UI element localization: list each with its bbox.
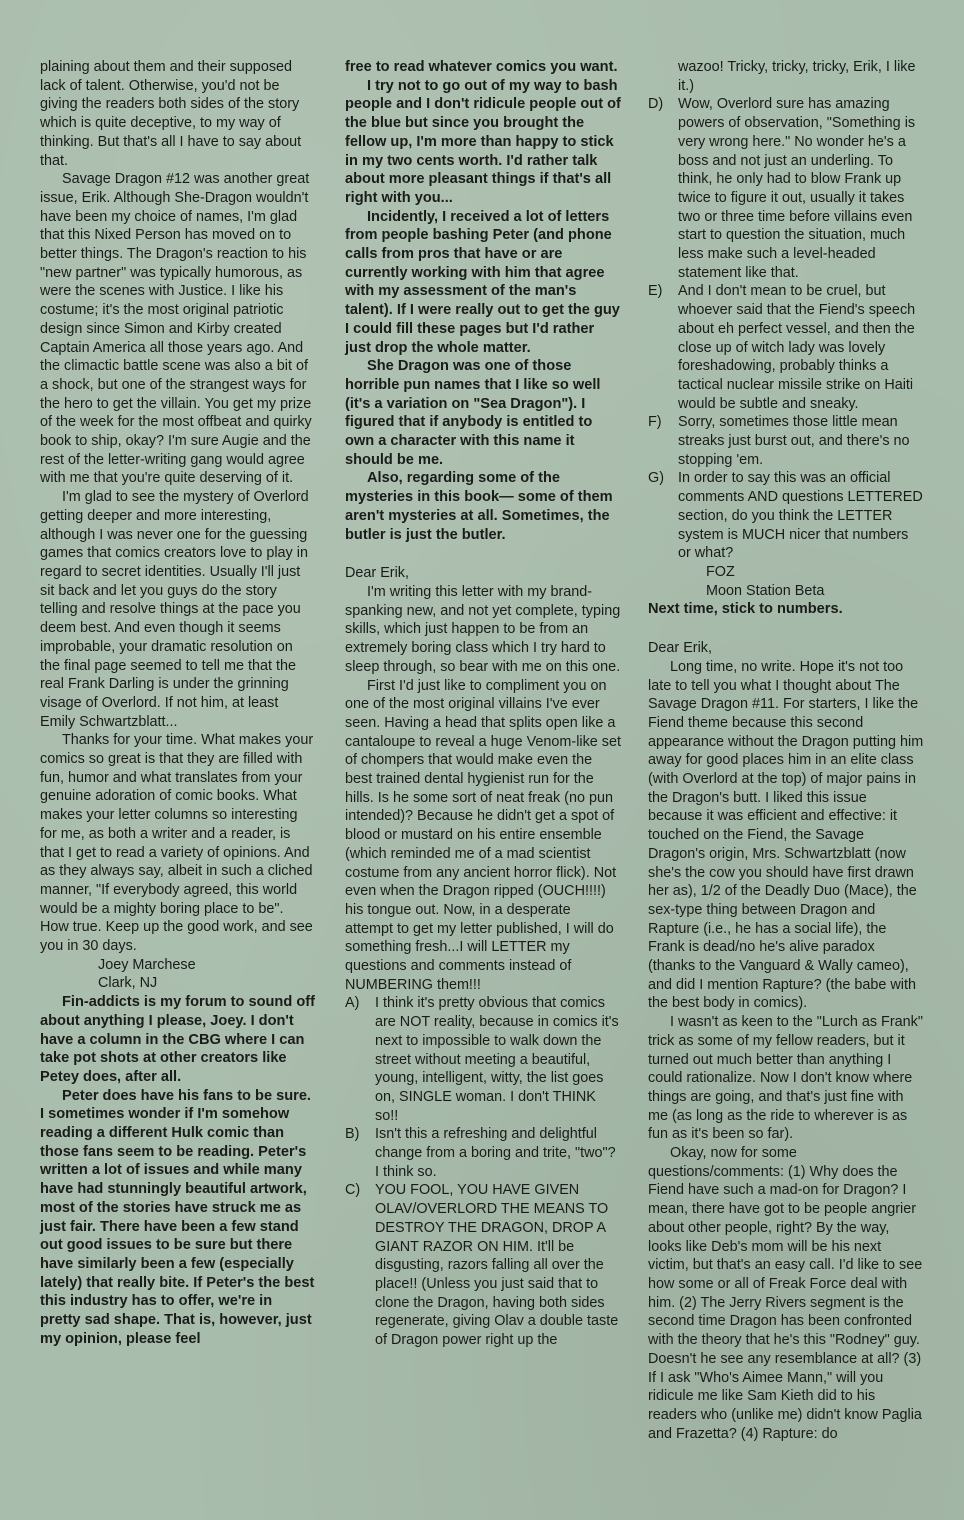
- lettered-item: [345, 994, 621, 1125]
- editor-reply: I try not to go out of my way to bash people and I don't ridicule people out of the blue but since you brought the fellow up, I'm more than happy to stick in my two cents worth. I'd rather talk about more pleasant things if that's all right with you...: [345, 77, 621, 206]
- item-label: F): [648, 414, 662, 431]
- item-text: I think it's pretty obvious that comics are NOT reality, because in comics it's next to impossible to walk down the street without meeting a beautiful, young, intelligent, witty, the list goes on, SINGLE woman. I don't THINK so!!: [375, 995, 619, 1124]
- item-text: Sorry, sometimes those little mean streaks just burst out, and there's no stopping 'em.: [678, 414, 910, 468]
- lettered-item: [345, 1125, 621, 1181]
- letter-salutation: Dear Erik,: [345, 565, 409, 582]
- signature-name: Joey Marchese: [98, 956, 196, 973]
- letter-text: Long time, no write. Hope it's not too late to tell you what I thought about The Savage Dragon #11. For starters, I like the Fiend theme because this second appearance without the Dragon putting him away for good places him in an elite class (with Overlord at the top) of major pains in the Dragon's butt. I liked this issue because it was efficient and effective: it touched on the Fiend, the Savage Dragon's origin, Mrs. Schwartzblatt (now she's the cow you should have first drawn her as), 1/2 of the Deadly Duo (Mace), the sex-type thing between Dragon and Rapture (i.e., he has a social life), the Frank is dead/no he's alive paradox (thanks to the Vanguard & Wally cameo), and did I mention Rapture? (the babe with the best body in comics).: [648, 658, 924, 1012]
- item-continuation: wazoo! Tricky, tricky, tricky, Erik, I like it.): [678, 59, 916, 94]
- letter-text: I'm glad to see the mystery of Overlord getting deeper and more interesting, although I was never one for the guessing games that comics creators love to play in regard to secret identities. Usually I'll just sit back and let you guys do the story telling and resolve things at the pace you deem best. And even though it seems improbable, your dramatic resolution on the final page seemed to tell me that the real Frank Darling is under the grinning visage of Overlord. If not him, at least Emily Schwartzblatt...: [40, 489, 309, 730]
- signature-place: Clark, NJ: [98, 975, 158, 992]
- item-text: And I don't mean to be cruel, but whoever said that the Fiend's speech about eh perfect vessel, and then the close up of witch lady was lovely foreshadowing, probably thinks a tactical nuclear missile strike on Haiti would be subtle and sneaky.: [678, 283, 916, 412]
- letter-text: plaining about them and their supposed lack of talent. Otherwise, you'd not be giving the readers both sides of the story which is quite deceptive, to my way of thinking. But that's all I have to say about that.: [40, 59, 302, 169]
- letter-salutation: Dear Erik,: [648, 640, 712, 657]
- signature-place: Moon Station Beta: [706, 582, 825, 599]
- column-middle: [345, 58, 621, 1350]
- editor-reply: Fin-addicts is my forum to sound off about anything I please, Joey. I don't have a column in the CBG where I can take pot shots at other creators like Petey does, after all.: [40, 994, 315, 1085]
- lettered-item: [648, 469, 924, 563]
- letter-text: First I'd just like to compliment you on one of the most original villains I've ever seen. Having a head that splits open like a cantaloupe to reveal a huge Venom-like set of chompers that would make even the best trained dental hygienist run for the hills. Is he some sort of neat freak (no pun intended)? Because he didn't get a spot of blood or mustard on his entire ensemble (which reminded me of a mad scientist costume from any ancient horror flick). Not even when the Dragon ripped (OUCH!!!!) his tongue out. Now, in a desperate attempt to get my letter published, I will do something fresh...I will LETTER my questions and comments instead of NUMBERING them!!!: [345, 677, 622, 993]
- lettered-item: [648, 282, 924, 413]
- editor-reply: Next time, stick to numbers.: [648, 601, 843, 618]
- editor-reply: Peter does have his fans to be sure. I sometimes wonder if I'm somehow reading a different Hulk comic than those fans seem to be reading. Peter's written a lot of issues and while many have had stunningly beautiful artwork, most of the stories have struck me as just fair. There have been a few stand out good issues to be sure but there have similarly been a few (especially lately) that really bite. If Peter's the best this industry has to offer, we're in pretty sad shape. That is, however, just my opinion, please feel: [40, 1087, 315, 1347]
- signature-name: FOZ: [706, 563, 735, 580]
- column-left: [40, 58, 316, 1349]
- item-text: YOU FOOL, YOU HAVE GIVEN OLAV/OVERLORD THE MEANS TO DESTROY THE DRAGON, DROP A GIANT RAZOR ON HIM. It'll be disgusting, razors falling all over the place!! (Unless you just said that to clone the Dragon, having both sides regenerate, giving Olav a double taste of Dragon power right up the: [375, 1182, 619, 1349]
- letter-text: Savage Dragon #12 was another great issue, Erik. Although She-Dragon wouldn't have been my choice of names, I'm glad that this Nixed Person has moved on to better things. The Dragon's reaction to his "new partner" was typically humorous, as were the scenes with Justice. I like his costume; it's the most original patriotic design since Simon and Kirby created Captain America all those years ago. And the climactic battle scene was also a bit of a shock, but one of the strangest ways for the hero to get the villain. You get my prize of the week for the most offbeat and quirky book to ship, okay? I'm sure Augie and the rest of the letter-writing gang would agree with me that you're quite deserving of it.: [40, 171, 312, 487]
- editor-reply: free to read whatever comics you want.: [345, 59, 618, 75]
- item-label: C): [345, 1182, 361, 1199]
- letter-text: Okay, now for some questions/comments: (1) Why does the Fiend have such a mad-on for Dragon? I mean, there have got to be people angrier about other people, right? By the way, looks like Deb's mom will be his next victim, but that's an easy call. I'd like to see how some or all of Freak Force deal with him. (2) The Jerry Rivers segment is the second time Dragon has been confronted with the theory that he's this "Rodney" guy. Doesn't he see any resemblance at all? (3) If I ask "Who's Aimee Mann," will you ridicule me like Sam Kieth did to his readers who (unlike me) didn't know Paglia and Frazetta? (4) Rapture: do: [648, 1145, 923, 1442]
- letter-text: I'm writing this letter with my brand-spanking new, and not yet complete, typing skills, which just happen to be from an extremely boring class which I try hard to sleep through, so bear with me on this one.: [345, 583, 621, 675]
- editor-reply: She Dragon was one of those horrible pun names that I like so well (it's a variation on "Sea Dragon"). I figured that if anybody is entitled to own a character with this name it should be me.: [345, 358, 601, 468]
- column-right: [648, 58, 924, 1443]
- item-label: A): [345, 995, 360, 1012]
- item-label: B): [345, 1126, 360, 1143]
- letter-text: Thanks for your time. What makes your comics so great is that they are filled with fun, humor and what translates from your genuine adoration of comic books. What makes your letter columns so interesting for me, as both a writer and a reader, is that I get to read a variety of opinions. And as they always say, albeit in such a cliched manner, "If everybody agreed, this world would be a mighty boring place to be". How true. Keep up the good work, and see you in 30 days.: [40, 732, 314, 955]
- lettered-item: [648, 413, 924, 469]
- editor-reply: Incidently, I received a lot of letters from people bashing Peter (and phone calls from pros that have or are currently working with him that agree with my assessment of the man's talent). If I were really out to get the guy I could fill these pages but I'd rather just drop the whole matter.: [345, 208, 620, 356]
- editor-reply: Also, regarding some of the mysteries in this book— some of them aren't mysteries at all. Sometimes, the butler is just the butler.: [345, 470, 613, 543]
- letter-text: I wasn't as keen to the "Lurch as Frank" trick as some of my fellow readers, but it turned out much better than anything I could rationalize. Now I don't know where things are going, and that's just fine with me (as long as the ride to wherever is as fun as it's been so far).: [648, 1014, 923, 1143]
- item-text: Wow, Overlord sure has amazing powers of observation, "Something is very wrong here." No wonder he's a boss and not just an underling. To think, he only had to blow Frank up twice to figure it out, usually it takes two or three time before villains even start to question the situation, much less make such a level-headed statement like that.: [678, 96, 916, 281]
- lettered-item: [345, 1181, 621, 1349]
- item-text: Isn't this a refreshing and delightful change from a boring and trite, "two"? I think so.: [375, 1126, 616, 1180]
- item-label: E): [648, 283, 663, 300]
- item-label: G): [648, 470, 664, 487]
- item-label: D): [648, 96, 664, 113]
- item-text: In order to say this was an official comments AND questions LETTERED section, do you think the LETTER system is MUCH nicer that numbers or what?: [678, 470, 923, 562]
- lettered-item: [648, 95, 924, 282]
